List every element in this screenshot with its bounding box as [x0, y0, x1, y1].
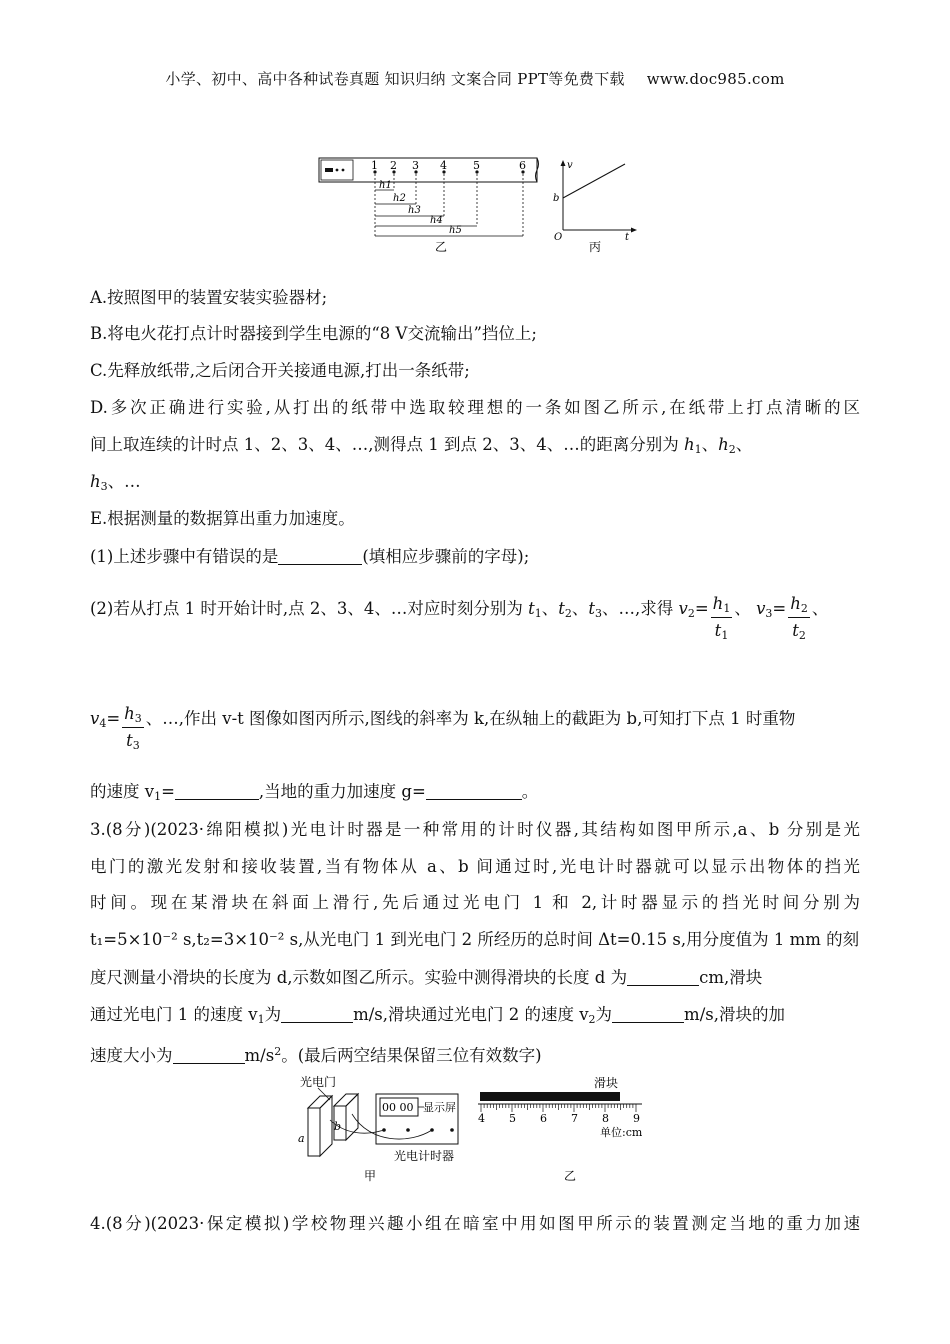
- q3-line4-text: s,从光电门 1 到光电门 2 所经历的总时间 Δt=0.15 s,用分度值为 1 mm 的刻: [289, 930, 860, 949]
- question-1: [90, 545, 860, 569]
- q1-tail: (填相应步骤前的字母);: [362, 547, 530, 566]
- timer-label: 光电计时器: [394, 1149, 455, 1163]
- header-text: 小学、初中、高中各种试卷真题 知识归纳 文案合同 PPT等免费下载: [165, 70, 625, 88]
- q2-line3a: 的速度 v: [90, 782, 155, 801]
- q3-line7c: 。(最后两空结果保留三位有效数字): [281, 1046, 542, 1065]
- graph-b-label: b: [553, 193, 560, 204]
- ruler-with-slider: [478, 1075, 643, 1139]
- header-site: www.doc985.com: [646, 70, 785, 88]
- q2-line2-text: ,作出 v-t 图像如图丙所示,图线的斜率为 k,在纵轴上的截距为 b,可知打下点 1 时重物: [178, 709, 796, 728]
- q3-line7b: m/s: [244, 1046, 275, 1065]
- step-a: A.按照图甲的装置安装实验器材;: [90, 288, 328, 307]
- ruler-tick-4: 4: [478, 1112, 485, 1125]
- ruler-tick-8: 8: [602, 1112, 609, 1125]
- q2-line3c: 。: [521, 782, 539, 801]
- caption-jia: 甲: [364, 1169, 377, 1183]
- tape-label-3: 3: [412, 159, 419, 172]
- fraction-h1-t1: $\frac{h_1}{t_1}$: [712, 594, 731, 642]
- display-digits: 00 00: [382, 1101, 414, 1114]
- q2-intro: (2)若从打点 1 时开始计时,点 2、3、4、…对应时刻分别为: [90, 599, 523, 618]
- ruler-tick-7: 7: [571, 1112, 578, 1125]
- page-header: [0, 68, 950, 89]
- slider-bar: [480, 1092, 620, 1101]
- h2-label: h2: [393, 193, 406, 204]
- graph-o-label: O: [554, 232, 563, 243]
- tape-label-6: 6: [519, 159, 526, 172]
- q3-line4: [90, 928, 860, 952]
- step-d-line2: 间上取连续的计时点 1、2、3、4、…,测得点 1 到点 2、3、4、…的距离分别为 $h_1$、$h_2$、: [90, 435, 753, 456]
- h3-label: h3: [408, 205, 421, 216]
- tape-point-labels: [371, 159, 526, 172]
- q3-v1-blank[interactable]: [281, 1004, 353, 1023]
- step-c: C.先释放纸带,之后闭合开关接通电源,打出一条纸带;: [90, 361, 470, 380]
- photo-timer: [330, 1094, 458, 1163]
- step-d-line3-text: 、…: [107, 472, 141, 491]
- q4-line1: 4.(8分)(2023·保定模拟)学校物理兴趣小组在暗室中用如图甲所示的装置测定当地的重力加速: [90, 1214, 860, 1233]
- step-b: B.将电火花打点计时器接到学生电源的“8 V交流输出”挡位上;: [90, 324, 537, 343]
- q3-line6d: 为: [595, 1005, 613, 1024]
- fraction-h3-t3: $\frac{h_3}{t_3}$: [124, 704, 142, 752]
- photogate: [308, 1094, 358, 1156]
- q3-line6c: m/s,滑块通过光电门 2 的速度 v: [353, 1005, 589, 1024]
- ruler-tick-6: 6: [540, 1112, 547, 1125]
- q1-blank[interactable]: [278, 546, 362, 565]
- tape-label-4: 4: [440, 159, 447, 172]
- h-labels: [379, 180, 462, 236]
- q1-text: (1)上述步骤中有错误的是: [90, 547, 279, 566]
- q3-line6e: m/s,滑块的加: [684, 1005, 785, 1024]
- graph-v-label: v: [567, 160, 573, 171]
- caption-yi-bottom: 乙: [564, 1169, 577, 1183]
- tape-label-2: 2: [390, 159, 397, 172]
- q3-d-blank[interactable]: [627, 967, 699, 986]
- vt-graph: [553, 160, 637, 254]
- question-2-line1: (2)若从打点 1 时开始计时,点 2、3、4、…对应时刻分别为 $t_1$、$t_2$、$t_3$、…,求得 $v_2=$ $\frac{h_1}{t_1}$ 、 $v_3=$ $\frac{h_2}{t_2}$ 、: [90, 594, 829, 642]
- slider-label: 滑块: [594, 1076, 619, 1090]
- q3-v2-blank[interactable]: [612, 1004, 684, 1023]
- q3-line5-text: 度尺测量小滑块的长度为 d,示数如图乙所示。实验中测得滑块的长度 d 为: [90, 968, 628, 987]
- question-2-line3: 的速度 $v_1=$ ,当地的重力加速度 g= 。: [90, 782, 539, 803]
- gate-a-label: a: [298, 1132, 305, 1145]
- caption-bing: 丙: [589, 240, 602, 254]
- ruler-unit-label: 单位:cm: [600, 1126, 643, 1139]
- q2-g-blank[interactable]: [426, 781, 522, 800]
- ruler-tick-9: 9: [633, 1112, 640, 1125]
- q3-line1: 3.(8分)(2023·绵阳模拟)光电计时器是一种常用的计时仪器,其结构如图甲所示,a、b 分别是光: [90, 820, 860, 839]
- q3-line6a: 通过光电门 1 的速度 v: [90, 1005, 258, 1024]
- photogate-figure: [290, 1074, 660, 1186]
- q3-line7a: 速度大小为: [90, 1046, 173, 1065]
- q3-line3: 时间。现在某滑块在斜面上滑行,先后通过光电门 1 和 2,计时器显示的挡光时间分别为: [90, 893, 860, 912]
- ruler-tick-5: 5: [509, 1112, 516, 1125]
- question-2-line2: $v_4=$ $\frac{h_3}{t_3}$ 、…,作出 v-t 图像如图丙所示,图线的斜率为 k,在纵轴上的截距为 b,可知打下点 1 时重物: [90, 704, 796, 752]
- h1-label: h1: [379, 180, 392, 191]
- h4-label: h4: [430, 215, 443, 226]
- tape-label-1: 1: [371, 159, 378, 172]
- q2-intro-tail: ,求得: [635, 599, 674, 618]
- q2-line3b: ,当地的重力加速度 g=: [258, 782, 426, 801]
- q3-line2: 电门的激光发射和接收装置,当有物体从 a、b 间通过时,光电计时器就可以显示出物体的挡光: [90, 857, 860, 876]
- q3-t-values: t₁=5×10⁻² s,t₂=3×10⁻²: [90, 930, 285, 949]
- display-label: 显示屏: [423, 1101, 456, 1114]
- graph-t-label: t: [625, 232, 630, 243]
- gate-b-label: b: [334, 1120, 342, 1133]
- step-d-line1: D.多次正确进行实验,从打出的纸带中选取较理想的一条如图乙所示,在纸带上打点清晰的区: [90, 398, 860, 417]
- step-d-line2-text: 间上取连续的计时点 1、2、3、4、…,测得点 1 到点 2、3、4、…的距离分别为: [90, 435, 679, 454]
- q3-line7: 速度大小为 $m/s^2$。(最后两空结果保留三位有效数字): [90, 1045, 542, 1065]
- tape-and-graph-figure: [315, 150, 645, 260]
- q3-a-blank[interactable]: [173, 1045, 245, 1064]
- step-d-line3: $h_3$、…: [90, 472, 141, 493]
- h5-label: h5: [449, 225, 462, 236]
- q3-line5: [90, 966, 860, 990]
- tape-label-5: 5: [473, 159, 480, 172]
- q3-line5-tail: cm,滑块: [699, 968, 763, 987]
- q2-v1-blank[interactable]: [175, 781, 259, 800]
- paper-tape: [319, 158, 539, 182]
- q3-line6b: 为: [264, 1005, 282, 1024]
- gate-label: 光电门: [300, 1075, 337, 1089]
- caption-yi-top: 乙: [435, 240, 448, 254]
- q3-line6: 通过光电门 1 的速度 $v_1$为 m/s,滑块通过光电门 2 的速度 $v_2$为 m/s,滑块的加: [90, 1005, 785, 1026]
- fraction-h2-t2: $\frac{h_2}{t_2}$: [790, 594, 808, 642]
- step-e: E.根据测量的数据算出重力加速度。: [90, 509, 355, 528]
